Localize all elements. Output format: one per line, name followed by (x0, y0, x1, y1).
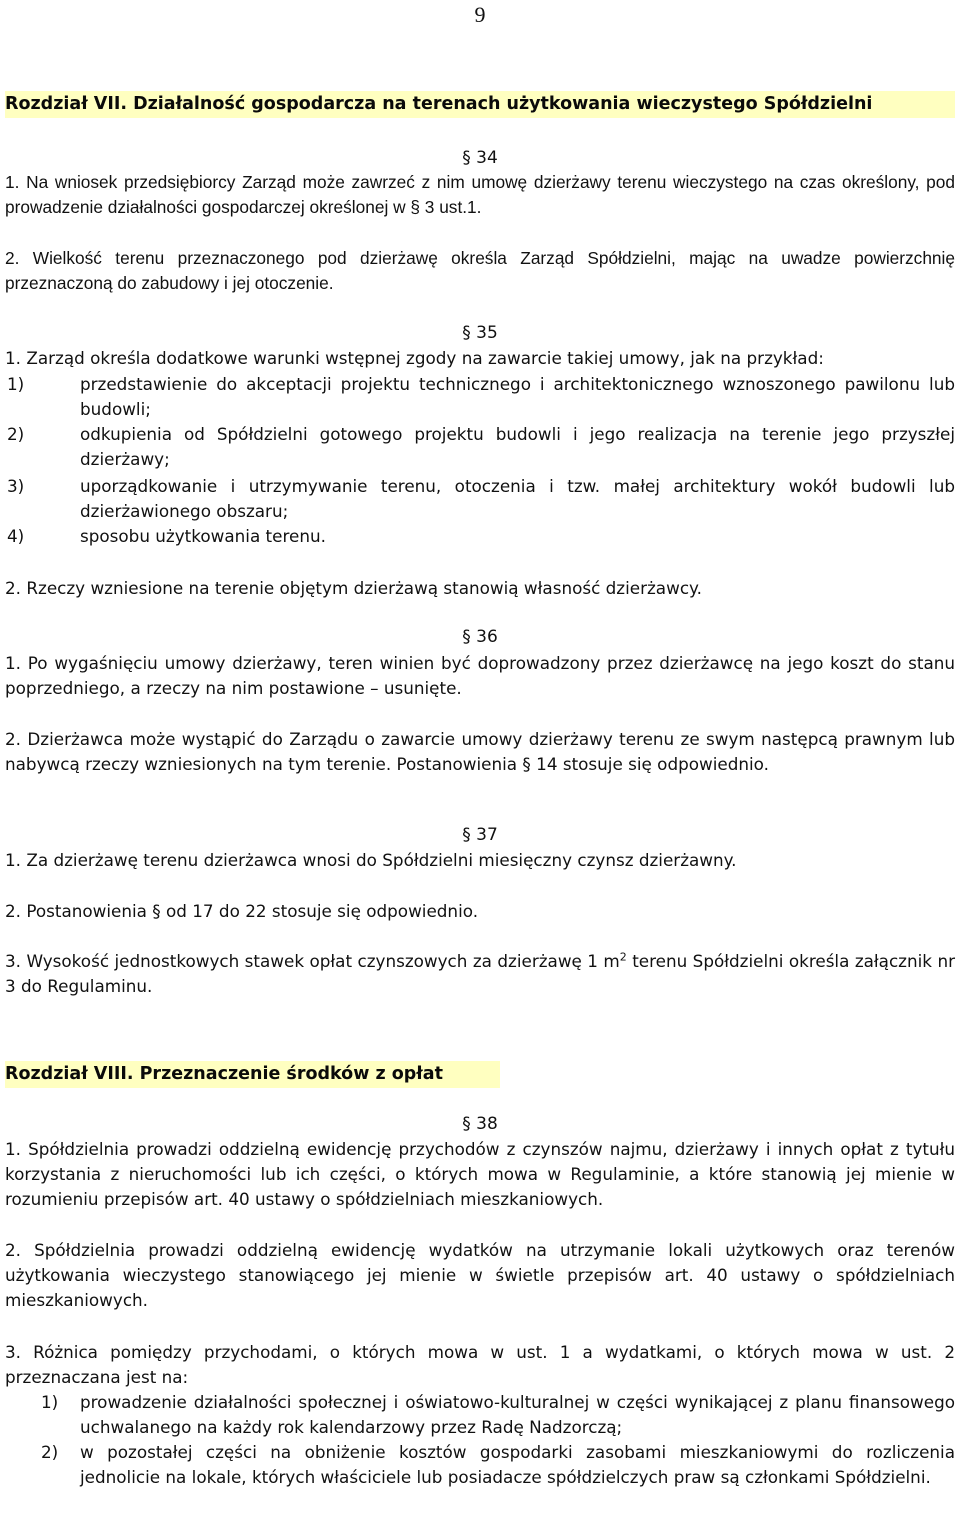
list-item-text: przedstawienie do akceptacji projektu technicznego i architektonicznego wznoszonego pawilonu lub budowli; (80, 374, 955, 419)
list-item-number: 4) (7, 526, 25, 546)
paragraph-37-1: 1. Za dzierżawę terenu dzierżawca wnosi do Spółdzielni miesięczny czynsz dzierżawny. (5, 850, 737, 870)
paragraph-35-2: 2. Rzeczy wzniesione na terenie objętym dzierżawą stanowią własność dzierżawcy. (5, 578, 702, 598)
paragraph-35-1: 1. Zarząd określa dodatkowe warunki wstępnej zgody na zawarcie takiej umowy, jak na przykład: (5, 348, 824, 368)
section-37-heading: § 37 (462, 825, 498, 845)
section-34-heading: § 34 (462, 148, 498, 168)
chapter-heading-vii: Rozdział VII. Działalność gospodarcza na terenach użytkowania wieczystego Spółdzielni (5, 91, 955, 118)
paragraph-38-1: 1. Spółdzielnia prowadzi oddzielną ewidencję przychodów z czynszów najmu, dzierżawy i innych opłat z tytułu korzystania z nieruchomości lub ich części, o których mowa w Regulaminie, a które stanowią jej mienie w rozumieniu przepisów art. 40 ustawy o spółdzielniach mieszkaniowych. (5, 1139, 955, 1209)
section-38-heading: § 38 (462, 1114, 498, 1134)
list-item-text: prowadzenie działalności społecznej i oświatowo-kulturalnej w części wynikającej z planu finansowego uchwalanego na każdy rok kalendarzowy przez Radę Nadzorczą; (80, 1392, 955, 1437)
paragraph-38-2: 2. Spółdzielnia prowadzi oddzielną ewidencję wydatków na utrzymanie lokali użytkowych oraz terenów użytkowania wieczystego stanowiącego jej mienie w świetle przepisów art. 40 ustawy o spółdzielniach mieszkaniowych. (5, 1240, 955, 1310)
paragraph-34-2: 2. Wielkość terenu przeznaczonego pod dzierżawę określa Zarząd Spółdzielni, mając na uwadze powierzchnię przeznaczoną do zabudowy i jej otoczenie. (5, 248, 955, 293)
list-item-number: 1) (41, 1392, 59, 1412)
paragraph-36-1: 1. Po wygaśnięciu umowy dzierżawy, teren winien być doprowadzony przez dzierżawcę na jego koszt do stanu poprzedniego, a rzeczy na nim postawione – usunięte. (5, 653, 955, 698)
section-35-heading: § 35 (462, 323, 498, 343)
paragraph-38-3: 3. Różnica pomiędzy przychodami, o których mowa w ust. 1 a wydatkami, o których mowa w ust. 2 przeznaczana jest na: (5, 1342, 955, 1387)
paragraph-34-1: 1. Na wniosek przedsiębiorcy Zarząd może zawrzeć z nim umowę dzierżawy terenu wieczystego na czas określony, pod prowadzenie działalności gospodarczej określonej w § 3 ust.1. (5, 172, 955, 217)
list-item-number: 2) (41, 1442, 59, 1462)
paragraph-37-3-text-a: 3. Wysokość jednostkowych stawek opłat czynszowych za dzierżawę 1 m (5, 951, 620, 971)
list-item-number: 2) (7, 424, 25, 444)
superscript-2: 2 (619, 950, 627, 964)
list-item-number: 3) (7, 476, 25, 496)
list-item-number: 1) (7, 374, 25, 394)
list-item-text: w pozostałej części na obniżenie kosztów gospodarki zasobami mieszkaniowymi do rozliczenia jednolicie na lokale, których właściciele lub posiadacze spółdzielczych praw są członkami Spółdzielni. (80, 1442, 955, 1487)
paragraph-37-2: 2. Postanowienia § od 17 do 22 stosuje się odpowiednio. (5, 901, 479, 921)
paragraph-37-3-text-b: terenu Spółdzielni określa załącznik nr 3 do Regulaminu. (5, 951, 955, 996)
page-number: 9 (474, 2, 486, 27)
list-item-text: sposobu użytkowania terenu. (80, 526, 326, 546)
paragraph-37-3 (5, 949, 955, 999)
list-item-text: odkupienia od Spółdzielni gotowego projektu budowli i jego realizacja na terenie jego przyszłej dzierżawy; (80, 424, 955, 469)
paragraph-36-2: 2. Dzierżawca może wystąpić do Zarządu o zawarcie umowy dzierżawy terenu ze swym następcą prawnym lub nabywcą rzeczy wzniesionych na tym terenie. Postanowienia § 14 stosuje się odpowiednio. (5, 729, 955, 774)
chapter-heading-viii: Rozdział VIII. Przeznaczenie środków z opłat (5, 1061, 500, 1088)
section-36-heading: § 36 (462, 627, 498, 647)
list-item-text: uporządkowanie i utrzymywanie terenu, otoczenia i tzw. małej architektury wokół budowli lub dzierżawionego obszaru; (80, 476, 955, 521)
